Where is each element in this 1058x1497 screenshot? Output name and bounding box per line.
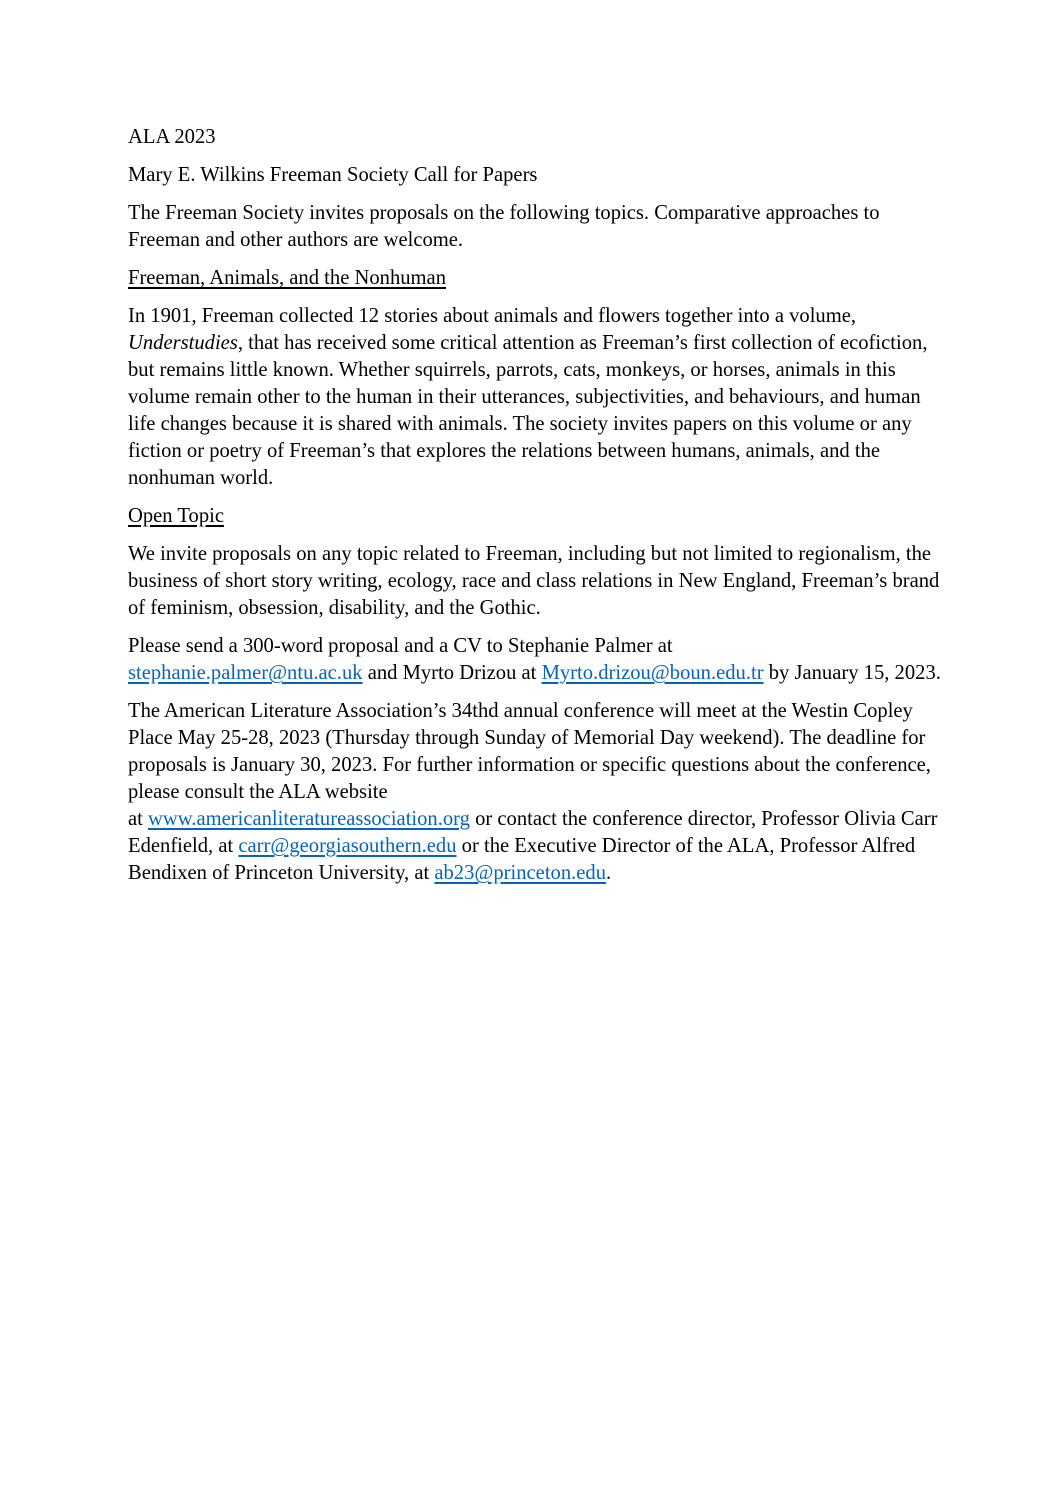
submission-paragraph <box>128 633 948 687</box>
section-heading-animals-text: Freeman, Animals, and the Nonhuman <box>128 267 446 289</box>
palmer-email-link[interactable]: stephanie.palmer@ntu.ac.uk <box>128 662 363 684</box>
submission-text-2: and Myrto Drizou at <box>362 662 542 684</box>
ala-website-link[interactable]: www.americanliteratureassociation.org <box>148 808 470 830</box>
section-heading-animals <box>128 265 948 292</box>
submission-text-3: by January 15, 2023. <box>763 662 941 684</box>
submission-text-1: Please send a 300-word proposal and a CV to Stephanie Palmer at <box>128 635 673 657</box>
intro-paragraph: The Freeman Society invites proposals on the following topics. Comparative approaches to Freeman and other authors are welcome. <box>128 202 880 251</box>
open-topic-paragraph: We invite proposals on any topic related to Freeman, including but not limited to regionalism, the business of short story writing, ecology, race and class relations in New England, Freeman’s brand of feminism, obsession, disability, and the Gothic. <box>128 543 940 619</box>
bendixen-email-link[interactable]: ab23@princeton.edu <box>434 862 607 884</box>
document-title: Mary E. Wilkins Freeman Society Call for Papers <box>128 164 538 186</box>
conference-paragraph <box>128 698 948 887</box>
document-page <box>128 124 948 898</box>
carr-email-link[interactable]: carr@georgiasouthern.edu <box>238 835 457 857</box>
drizou-email-link[interactable]: Myrto.drizou@boun.edu.tr <box>541 662 764 684</box>
conference-text-1: The American Literature Association’s 34thd annual conference will meet at the Westin Copley Place May 25-28, 2023 (Thursday through Sunday of Memorial Day weekend). The deadline for proposals is January 30, 2023. For further information or specific questions about the conference, please consult the ALA website <box>128 700 931 803</box>
conference-text-2: at <box>128 808 149 830</box>
animals-text-after: , that has received some critical attention as Freeman’s first collection of ecofiction, but remains little known. Whether squirrels, parrots, cats, monkeys, or horses, animals in this volume remain other to the human in their utterances, subjectivities, and behaviours, and human life changes because it is shared with animals. The society invites papers on this volume or any fiction or poetry of Freeman’s that explores the relations between humans, animals, and the nonhuman world. <box>128 332 928 489</box>
conference-text-4: or the Executive Director of the ALA, Professor Alfred Bendixen of Princeton University, at <box>128 835 916 884</box>
conference-text-3: or contact the conference director, Professor Olivia Carr Edenfield, at <box>128 808 938 857</box>
animals-paragraph <box>128 303 948 492</box>
year-line: ALA 2023 <box>128 126 216 148</box>
section-heading-open-topic <box>128 503 948 530</box>
book-title: Understudies <box>128 332 238 354</box>
section-heading-open-topic-text: Open Topic <box>128 505 224 527</box>
conference-text-5: . <box>606 862 612 884</box>
animals-text-before: In 1901, Freeman collected 12 stories about animals and flowers together into a volume, <box>128 305 857 327</box>
